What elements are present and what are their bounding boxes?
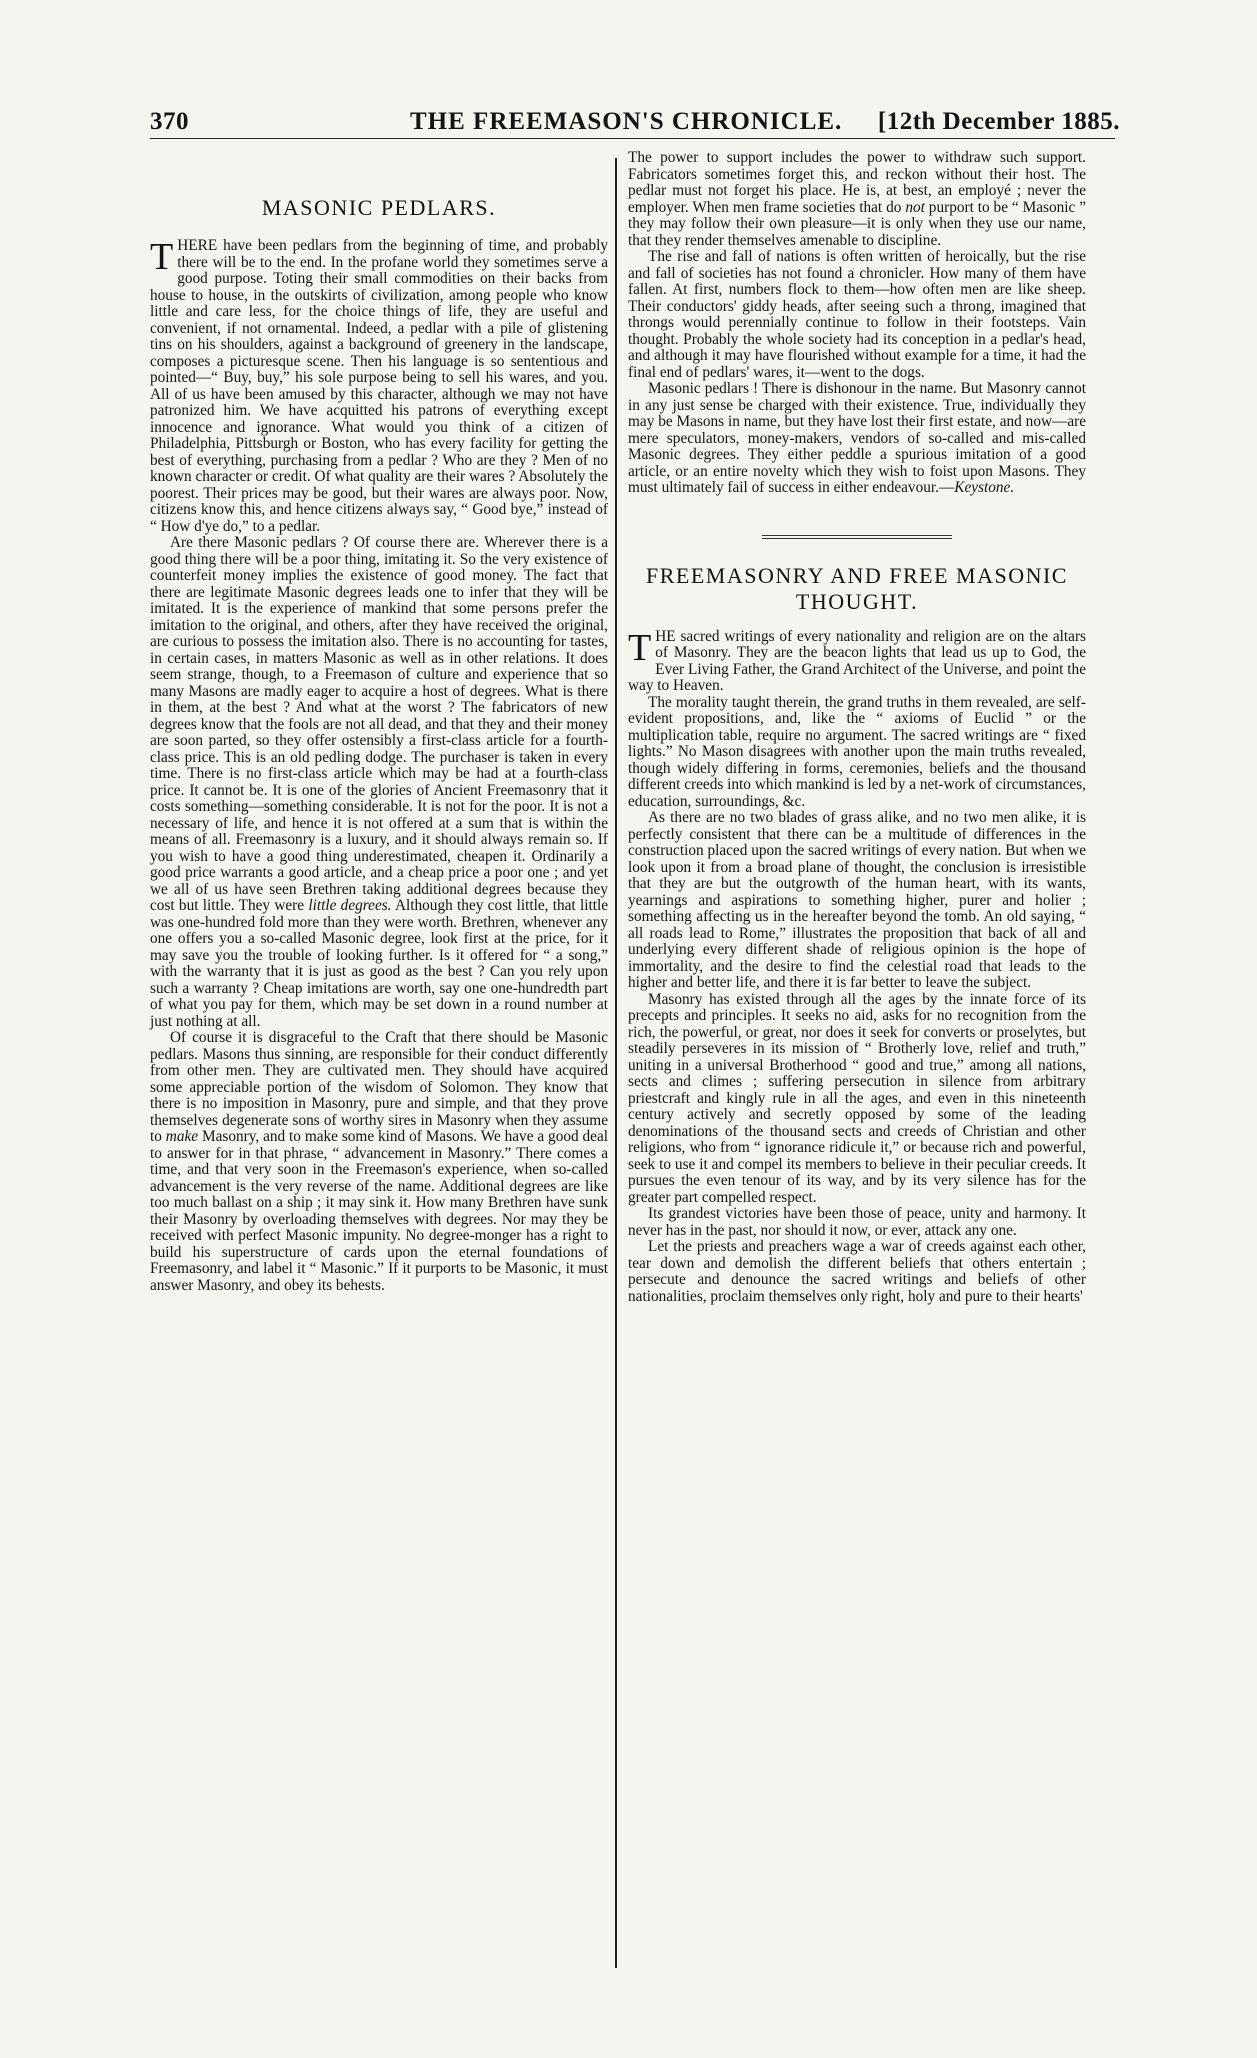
italic-text: make [165, 1128, 199, 1145]
article-source: Keystone. [954, 479, 1015, 496]
paragraph-text: HERE have been pedlars from the beginning of time, and probably there will be to the end. In the profane world they sometimes serve a good purpose. Toting their small commodities on their backs from house to house, in the outskirts of civilization, among people who know little and care less, for the choice things of life, they are useful and convenient, if not ornamental. Indeed, a pedlar with a pile of glistening tins on his shoulders, against a background of greenery in the landscape, composes a picturesque scene. Then his language is so sententious and pointed—“ Buy, buy,” his sole purpose being to sell his wares, and you. All of us have been amused by this character, although we may not have patronized him. We have acquitted his patrons of everything except innocence and ignorance. What would you think of a citizen of Philadelphia, Pittsburgh or Boston, who has every facility for getting the best of everything, purchasing from a pedlar ? Who are they ? Men of no known character or credit. Of what quality are their wares ? Absolutely the poorest. Their prices may be good, but their wares are always poor. Now, citizens know this, and hence citizens always say, “ Good bye,” instead of “ How d'ye do,” to a pedlar. [150, 237, 608, 535]
right-column [628, 150, 1086, 1305]
page-header [150, 108, 1120, 136]
paragraph-text: purport to be “ Masonic ” they may follow their own pleasure—it is only when they use our name, that they render themselves amenable to discipline. [628, 198, 1087, 249]
drop-cap: T [150, 236, 174, 278]
article-paragraph [628, 381, 1086, 497]
page-number: 370 [150, 108, 189, 135]
paragraph-text: Although they cost little, that little was one-hundred fold more than they were worth. Brethren, whenever any one offers you a so-called Masonic degree, look first at the price, for it may save you the trouble of looking further. Is it offered for “ a song,” with the warranty that it is just as good as the best ? Can you rely upon such a warranty ? Cheap imitations are worth, say one one-hundredth part of what you pay for them, which may be set down in a round number at just nothing at all. [150, 897, 608, 1030]
article-paragraph [628, 150, 1086, 249]
article-paragraph: The morality taught therein, the grand truths in them revealed, are self-evident propositions, and, like the “ axioms of Euclid ” or the multiplication table, require no argument. The sacred writings are “ fixed lights.” No Mason disagrees with another upon the main truths revealed, though widely differing in forms, ceremonies, beliefs and the thousand different creeds into which mankind is led by a net-work of circumstances, education, surroundings, &c. [628, 693, 1086, 810]
article-paragraph: Its grandest victories have been those of peace, unity and harmony. It never has in the past, nor should it now, or ever, attack any one. [628, 1205, 1086, 1239]
article-paragraph [150, 238, 608, 535]
title-line: FREEMASONRY AND FREE MASONIC [646, 562, 1068, 588]
article-title-masonic-pedlars: MASONIC PEDLARS. [261, 195, 497, 220]
left-column [150, 150, 608, 1294]
paragraph-text: Masonic pedlars ! There is dishonour in the name. But Masonry cannot in any just sense be charged with their existence. True, individually they may be Masons in name, but they have lost their first estate, and now—are mere speculators, money-makers, vendors of so-called and mis-called Masonic degrees. They either peddle a spurious imitation of a good article, or an entire novelty which they wish to foist upon Masons. They must ultimately fail of success in either endeavour.— [628, 380, 1086, 496]
paragraph-text: Masonry, and to make some kind of Masons. We have a good deal to answer for in that phrase, “ advancement in Masonry.” There comes a time, and that very soon in the Freemason's experience, when so-called advancement is the very reverse of the name. Additional degrees are like too much ballast on a ship ; it may sink it. How many Brethren have sunk their Masonry by overloading themselves with degrees. Nor may they be received with perfect Masonic impunity. No degree-monger has a right to build his superstructure of cards upon the eternal foundations of Freemasonry, and label it “ Masonic.” If it purports to be Masonic, it must answer Masonry, and obey its behests. [150, 1128, 609, 1294]
paragraph-text: Of course it is disgraceful to the Craft that there should be Masonic pedlars. Masons thus sinning, are responsible for their conduct differently from other men. They are cultivated men. They should have acquired some appreciable portion of the wisdom of Solomon. They know that there is no imposition in Masonry, pure and simple, and that they prove themselves degenerate sons of worthy sires in Masonry when they assume to [150, 1029, 608, 1145]
article-paragraph: The rise and fall of nations is often written of heroically, but the rise and fall of societies has not found a chronicler. How many of them have fallen. At first, numbers flock to them—how often men are like sheep. Their conductors' giddy heads, after seeing such a throng, imagined that throngs would perennially continue to follow in their footsteps. Vain thought. Probably the whole society had its conception in a pedlar's head, and although it may have flourished without example for a time, it had the final end of pedlars' wares, it—went to the dogs. [628, 248, 1086, 381]
article-paragraph [150, 535, 608, 1030]
article-paragraph: As there are no two blades of grass alike, and no two men alike, it is perfectly consistent that there can be a multitude of differences in the construction placed upon the sacred writings of every nation. But when we look upon it from a broad plane of thought, the conclusion is irresistible that they are but the outgrowth of the human heart, with its wants, yearnings and aspirations to something higher, purer and holier ; something affecting us in the hereafter beyond the tomb. An old saying, “ all roads lead to Rome,” illustrates the proposition that back of all and underlying every different shade of religious opinion is the hope of immortality, and the desire to find the celestial road that leads to the higher and better life, and there it is far better to leave the subject. [628, 809, 1086, 991]
article-paragraph [628, 626, 1086, 695]
article-paragraph: Let the priests and preachers wage a war of creeds against each other, tear down and demolish the different beliefs that others entertain ; persecute and denounce the sacred writings and beliefs of other nationalities, proclaim themselves only right, holy and pure to their hearts' [628, 1238, 1086, 1305]
column-divider [615, 158, 617, 1968]
drop-cap: T [628, 626, 652, 669]
paragraph-text: The power to support includes the power to withdraw such support. Fabricators sometimes forget this, and reckon without their host. The pedlar must not forget his place. He is, at best, an employé ; never the employer. When men frame societies that do [628, 149, 1086, 216]
paragraph-text: Are there Masonic pedlars ? Of course there are. Wherever there is a good thing there will be a poor thing, imitating it. So the very existence of counterfeit money implies the existence of good money. The fact that there are legitimate Masonic degrees leads one to infer that they will be imitated. It is the experience of mankind that some persons prefer the imitation to the original, and others, after they have received the original, are curious to possess the imitation also. There is no accounting for tastes, in certain cases, in matters Masonic as well as in other relations. It does seem strange, though, to a Freemason of culture and experience that so many Masons are madly eager to acquire a host of degrees. What is there in them, at the best ? And what at the worst ? The fabricators of new degrees know that the fools are not all dead, and that they and their money are soon parted, so they offer ostensibly a first-class article for a fourth-class price. This is an old pedling dodge. The purchaser is taken in every time. There is no first-class article which may be had at a fourth-class price. It cannot be. It is one of the glories of Ancient Freemasonry that it costs something—something considerable. It is not for the poor. It is not a necessary of life, and hence it is not offered at a sum that is within the means of all. Freemasonry is a luxury, and it should always remain so. If you wish to have a good thing underestimated, cheapen it. Ordinarily a good price warrants a good article, and a cheap price a poor one ; and yet we all of us have seen Brethren taking additional degrees because they cost but little. They were [150, 534, 608, 914]
article-title-freemasonry-thought [628, 563, 1086, 615]
article-paragraph [150, 1030, 608, 1294]
italic-text: little degrees. [308, 897, 392, 914]
paragraph-text: HE sacred writings of every nationality and religion are on the altars of Masonry. They are the beacon lights that lead us up to God, the Ever Living Father, the Grand Architect of the Universe, and point the way to Heaven. [628, 627, 1086, 694]
article-separator [762, 535, 952, 539]
italic-text: not [905, 198, 925, 216]
publication-title: THE FREEMASON'S CHRONICLE. [410, 108, 843, 135]
issue-date: [12th December 1885. [877, 108, 1120, 135]
article-paragraph: Masonry has existed through all the ages by the innate force of its precepts and principles. It seeks no aid, asks for no recognition from the rich, the powerful, or great, nor does it seek for converts or proselytes, but steadily perseveres in its mission of “ Brotherly love, relief and truth,” uniting in a universal Brotherhood “ good and true,” among all nations, sects and climes ; suffering persecution in silence from arbitrary priestcraft and kingly rule in all the ages, and even in this nineteenth century actively and secretly opposed by some of the leading denominations of the thousand sects and creeds of Christian and other religions, who from “ ignorance ridicule it,” or because rich and powerful, seek to use it and compel its members to believe in their peculiar creeds. It pursues the even tenour of its way, and by its very silence has for the greater part compelled respect. [628, 990, 1086, 1206]
title-line: THOUGHT. [795, 588, 919, 614]
header-rule [150, 138, 1115, 139]
